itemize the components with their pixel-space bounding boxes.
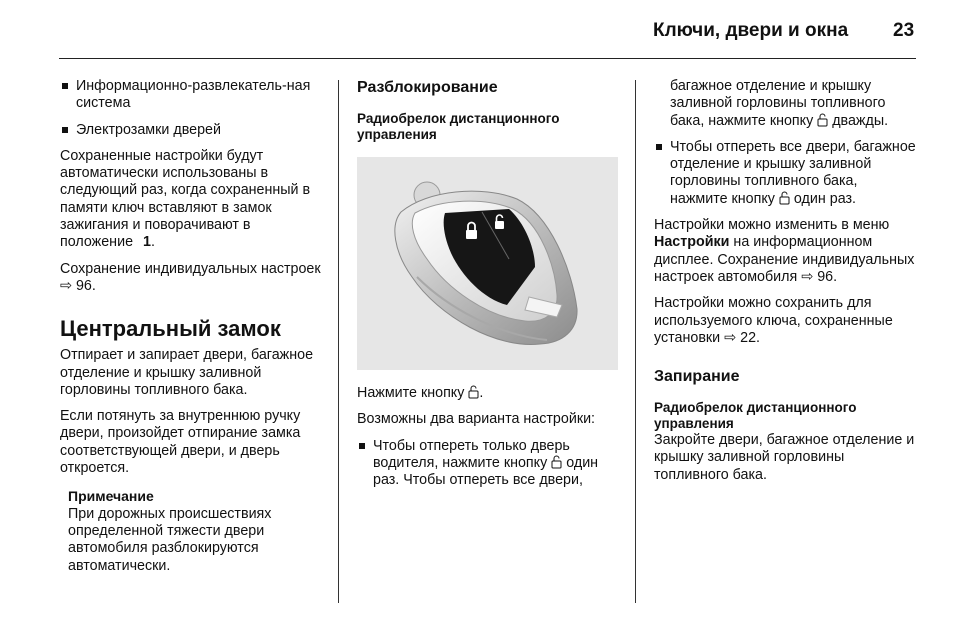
paragraph-key-save: [654, 295, 916, 347]
unlock-icon: [468, 385, 479, 399]
paragraph-lock-function: Отпирает и запирает двери, багажное отделение и крышку заливной горловины топливного бака.: [60, 347, 314, 398]
page-ref-arrow-icon: ⇨: [60, 277, 72, 294]
page-number: 23: [893, 20, 915, 41]
bullet-infotainment: Информационно-развлекатель-ная система: [60, 78, 322, 113]
note-title: Примечание: [68, 488, 154, 505]
continued-bullet-end: дважды.: [832, 112, 889, 129]
bullet-unlock-driver-text-end: один раз. Чтобы отпереть все двери,: [373, 454, 599, 489]
settings-text-cont: на информационном дисплее. Сохранение индивидуальных настроек автомобиля: [654, 234, 915, 285]
header-rule: [59, 58, 916, 59]
section-title-central-lock: Центральный замок: [60, 316, 281, 342]
paragraph-settings-menu: [654, 217, 916, 286]
individual-settings-text: Сохранение индивидуальных настроек: [60, 260, 321, 277]
note-text: При дорожных происшествиях определенной тяжести двери автомобиля разблокируются автоматически.: [68, 505, 272, 574]
saved-settings-end: .: [150, 234, 155, 251]
paragraph-two-variants: Возможны два варианта настройки:: [357, 411, 596, 428]
column-3: [654, 78, 916, 484]
paragraph-locking: Закройте двери, багажное отделение и крышку заливной горловины топливного бака.: [654, 432, 915, 483]
settings-page-ref[interactable]: 96.: [817, 268, 838, 285]
unlock-icon: [779, 191, 790, 205]
unlock-icon: [551, 455, 562, 469]
page-header-title: Ключи, двери и окна: [653, 20, 849, 41]
bullet-unlock-driver: [357, 438, 619, 490]
paragraph-individual-settings: [60, 261, 322, 296]
column-divider-2: [635, 80, 636, 603]
remote-key-illustration: [357, 157, 618, 370]
continued-bullet-text: багажное отделение и крышку заливной горловины топливного бака, нажмите кнопку: [670, 78, 886, 129]
column-2: [357, 78, 619, 489]
paragraph-inner-handle: Если потянуть за внутреннюю ручку двери, произойдет отпирание замка соответствующей двери, и дверь откроется.: [60, 408, 301, 477]
settings-menu-name: Настройки: [654, 234, 730, 251]
remote-control-heading-2: Радиобрелок дистанционного управления: [654, 400, 857, 432]
subsection-title-unlocking: Разблокирование: [357, 79, 498, 96]
column-1: [60, 78, 322, 575]
unlock-icon: [817, 113, 828, 127]
press-button-end: .: [479, 385, 484, 401]
press-button-text: Нажмите кнопку: [357, 385, 465, 401]
key-save-page-ref[interactable]: 22.: [740, 329, 760, 346]
bullet-unlock-all: [654, 139, 916, 208]
remote-control-heading: Радиобрелок дистанционного управления: [357, 111, 560, 142]
column-divider-1: [338, 80, 339, 603]
subsection-title-locking: Запирание: [654, 368, 740, 386]
paragraph-saved-settings: [60, 148, 322, 252]
bullet-door-locks: Электрозамки дверей: [60, 122, 322, 139]
continued-bullet: [654, 78, 916, 130]
note-box: [60, 488, 322, 574]
paragraph-press-button: [357, 385, 619, 402]
bullet-unlock-driver-text: Чтобы отпереть только дверь водителя, нажмите кнопку: [373, 437, 570, 471]
key-save-text: Настройки можно сохранить для используемого ключа, сохраненные установки: [654, 295, 893, 346]
page-ref-arrow-icon: ⇨: [801, 268, 814, 285]
remote-key-image: [357, 157, 618, 370]
ignition-position-value: 1: [143, 234, 151, 251]
settings-text: Настройки можно изменить в меню: [654, 217, 890, 234]
saved-settings-text: Сохраненные настройки будут автоматически использованы в следующий раз, когда сохраненный в памяти ключ вставляют в замок зажигания и поворачивают в положение: [60, 147, 311, 251]
bullet-unlock-all-text: Чтобы отпереть все двери, багажное отделение и крышку заливной горловины топливного бака, нажмите кнопку: [670, 138, 916, 207]
bullet-unlock-all-end: один раз.: [793, 190, 857, 207]
page-ref-arrow-icon: ⇨: [724, 329, 737, 346]
individual-settings-ref[interactable]: 96.: [75, 277, 96, 294]
